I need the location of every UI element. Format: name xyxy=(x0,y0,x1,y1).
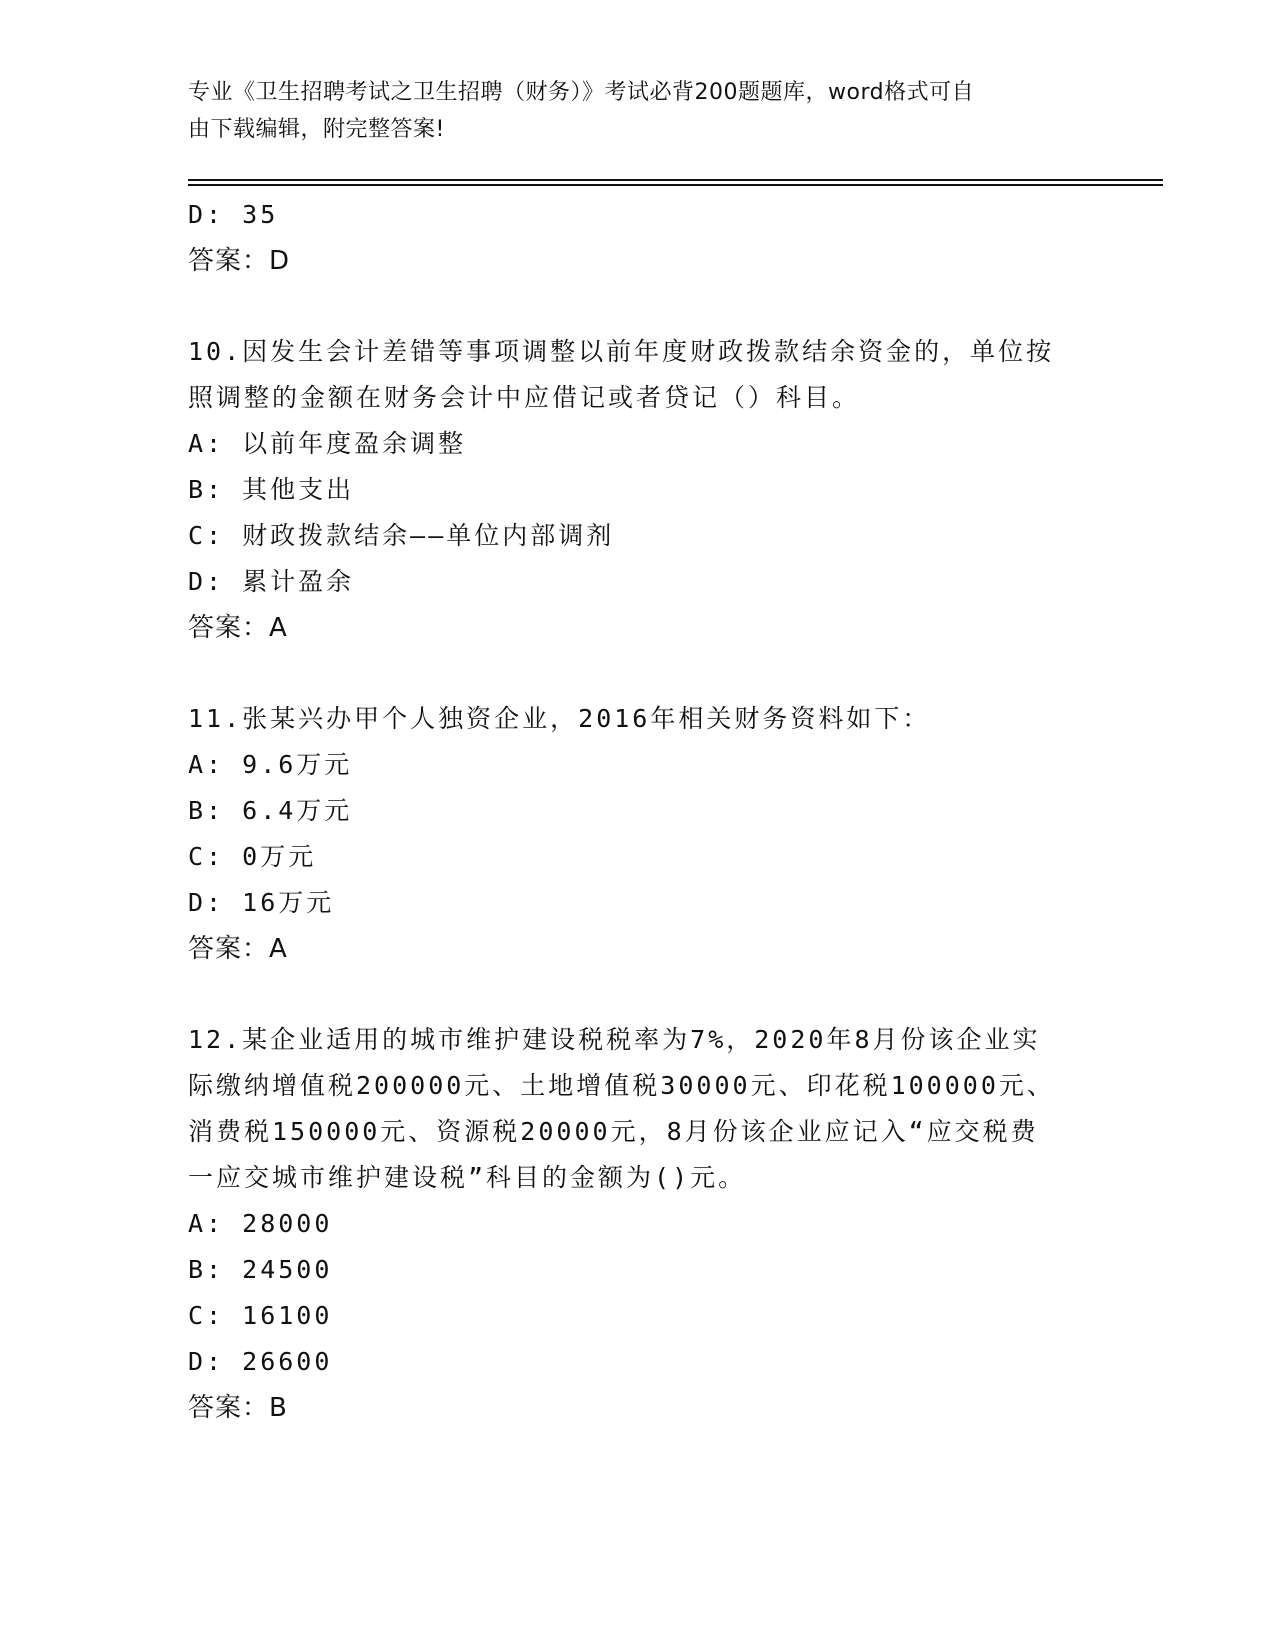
answer-line: 答案：B xyxy=(188,1393,288,1423)
spacer xyxy=(188,284,1088,329)
option-a: A: 以前年度盈余调整 xyxy=(188,429,467,458)
answer-line: 答案：A xyxy=(188,934,288,964)
option-c: C: 财政拨款结余——单位内部调剂 xyxy=(188,521,615,550)
question-stem-line: 11.张某兴办甲个人独资企业，2016年相关财务资料如下： xyxy=(188,704,931,733)
header-rule-bottom xyxy=(188,184,1163,186)
question-stem-line: 消费税150000元、资源税20000元，8月份该企业应记入“应交税费 xyxy=(188,1117,1039,1146)
answer-line: 答案：A xyxy=(188,613,288,643)
question-12 xyxy=(188,1017,1088,1431)
option-a: A: 9.6万元 xyxy=(188,750,353,779)
option-d: D: 累计盈余 xyxy=(188,567,355,596)
question-11 xyxy=(188,696,1088,972)
option-c: C: 0万元 xyxy=(188,842,317,871)
option-d: D: 16万元 xyxy=(188,888,335,917)
option-b: B: 其他支出 xyxy=(188,475,355,504)
question-stem-line: 际缴纳增值税200000元、土地增值税30000元、印花税100000元、 xyxy=(188,1071,1055,1100)
answer-line: 答案：D xyxy=(188,246,291,276)
header-line-2: 由下载编辑，附完整答案! xyxy=(188,117,445,142)
document-header xyxy=(188,74,1078,148)
option-d: D: 26600 xyxy=(188,1347,333,1376)
spacer xyxy=(188,972,1088,1017)
option-d: D: 35 xyxy=(188,200,279,229)
option-a: A: 28000 xyxy=(188,1209,333,1238)
question-stem-line: 照调整的金额在财务会计中应借记或者贷记（）科目。 xyxy=(188,383,861,412)
question-list xyxy=(188,192,1088,1431)
question-stem-line: 一应交城市维护建设税”科目的金额为()元。 xyxy=(188,1163,747,1192)
question-stem-line: 12.某企业适用的城市维护建设税税率为7%，2020年8月份该企业实 xyxy=(188,1025,1041,1054)
header-line-1: 专业《卫生招聘考试之卫生招聘（财务）》考试必背200题题库，word格式可自 xyxy=(188,80,975,105)
question-10 xyxy=(188,329,1088,651)
option-b: B: 6.4万元 xyxy=(188,796,353,825)
spacer xyxy=(188,651,1088,696)
option-c: C: 16100 xyxy=(188,1301,333,1330)
question-9-tail xyxy=(188,192,1088,284)
header-rule-top xyxy=(188,179,1163,181)
question-stem-line: 10.因发生会计差错等事项调整以前年度财政拨款结余资金的，单位按 xyxy=(188,337,1055,366)
option-b: B: 24500 xyxy=(188,1255,333,1284)
